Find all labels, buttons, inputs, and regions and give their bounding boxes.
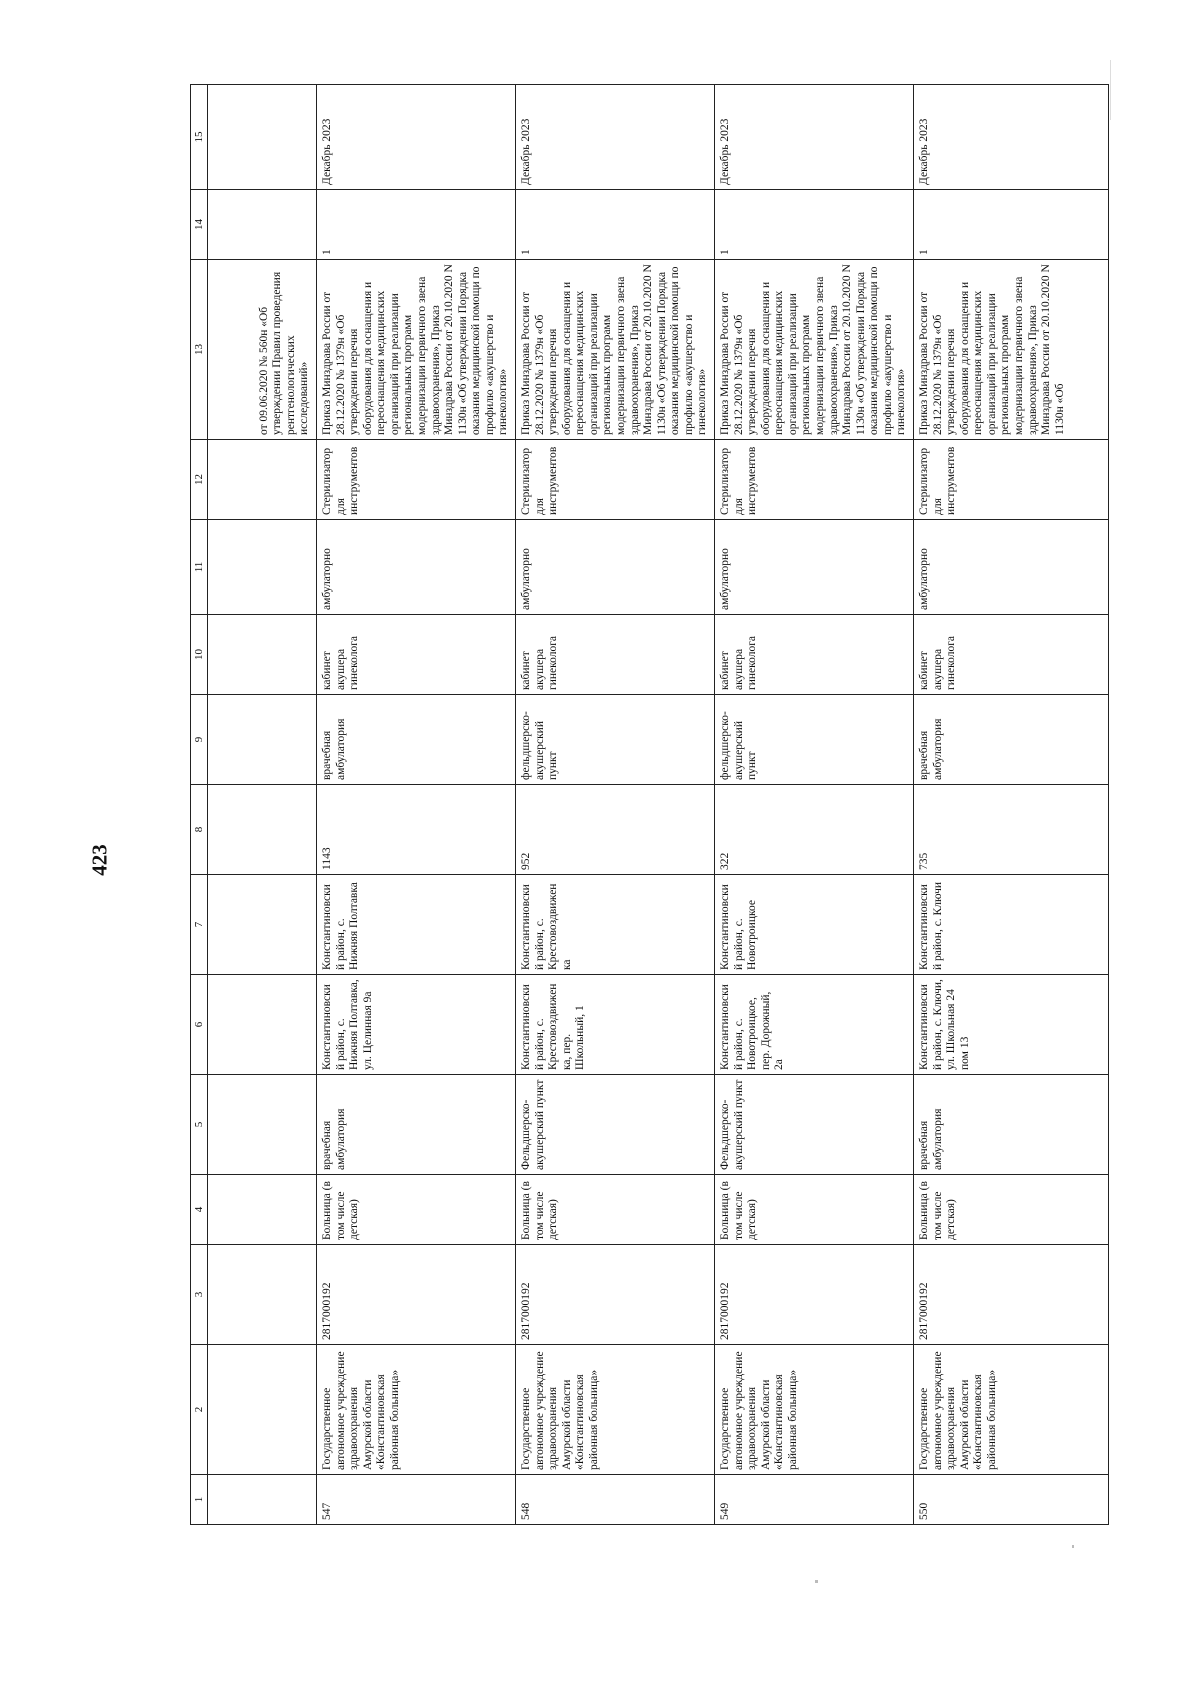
term: Декабрь 2023	[516, 85, 715, 190]
unit-name: врачебная амбулатория	[317, 1075, 516, 1175]
unit-name: врачебная амбулатория	[914, 1075, 1109, 1175]
care-form: амбулаторно	[516, 520, 715, 615]
scan-artifact	[1110, 60, 1111, 120]
row-number: 549	[715, 1475, 914, 1525]
quantity: 1	[516, 190, 715, 260]
facility-type: Больница (в том числе детская)	[914, 1175, 1109, 1245]
population: 322	[715, 785, 914, 875]
inn-code: 2817000192	[914, 1245, 1109, 1345]
inn-code: 2817000192	[317, 1245, 516, 1345]
quantity: 1	[317, 190, 516, 260]
care-form: амбулаторно	[317, 520, 516, 615]
address: Константиновский район, с. Новотроицкое, пер. Дорожный, 2а	[715, 975, 914, 1075]
room: кабинет акушера гинеколога	[914, 615, 1109, 695]
room: кабинет акушера гинеколога	[516, 615, 715, 695]
subunit: врачебная амбулатория	[914, 695, 1109, 785]
legal-basis: Приказ Минздрава России от 28.12.2020 № 1379н «Об утверждении перечня оборудования для оснащения и переоснащения медицинских организаций при реализации региональных программ модернизации первичного звена здравоохранения», Приказ Минздрава России от 20.10.2020 N 1130н «Об	[914, 260, 1109, 440]
locality: Константиновский район, с. Ключи	[914, 875, 1109, 975]
scan-artifact	[1072, 1545, 1074, 1548]
inn-code: 2817000192	[715, 1245, 914, 1345]
column-number: 12	[191, 440, 208, 520]
row-number: 550	[914, 1475, 1109, 1525]
term: Декабрь 2023	[914, 85, 1109, 190]
column-number: 14	[191, 190, 208, 260]
subunit: фельдшерско-акушерский пункт	[516, 695, 715, 785]
column-number: 15	[191, 85, 208, 190]
locality: Константиновский район, с. Новотроицкое	[715, 875, 914, 975]
facility-type: Больница (в том числе детская)	[516, 1175, 715, 1245]
table-row	[715, 85, 914, 1525]
column-number: 10	[191, 615, 208, 695]
column-number-row	[191, 85, 208, 1525]
column-number: 9	[191, 695, 208, 785]
column-number: 7	[191, 875, 208, 975]
care-form: амбулаторно	[914, 520, 1109, 615]
organization-name: Государственное автономное учреждение здравоохранения Амурской области «Константиновская районная больница»	[516, 1345, 715, 1475]
continuation-row	[208, 85, 317, 1525]
table-row	[317, 85, 516, 1525]
address: Константиновский район, с. Крестовоздвиженка, пер. Школьный, 1	[516, 975, 715, 1075]
rotated-table-wrapper	[190, 85, 1090, 1525]
locality: Константиновский район, с. Крестовоздвиженка	[516, 875, 715, 975]
care-form: амбулаторно	[715, 520, 914, 615]
quantity: 1	[914, 190, 1109, 260]
legal-basis: Приказ Минздрава России от 28.12.2020 № 1379н «Об утверждении перечня оборудования для оснащения и переоснащения медицинских организаций при реализации региональных программ модернизации первичного звена здравоохранения», Приказ Минздрава России от 20.10.2020 N 1130н «Об утверждении Порядка оказания медицинской помощи по профилю «акушерство и гинекология»	[715, 260, 914, 440]
quantity: 1	[715, 190, 914, 260]
organization-name: Государственное автономное учреждение здравоохранения Амурской области «Константиновская районная больница»	[715, 1345, 914, 1475]
address: Константиновский район, с. Нижняя Полтавка, ул. Целинная 9а	[317, 975, 516, 1075]
population: 1143	[317, 785, 516, 875]
column-number: 13	[191, 260, 208, 440]
column-number: 3	[191, 1245, 208, 1345]
inn-code: 2817000192	[516, 1245, 715, 1345]
facility-type: Больница (в том числе детская)	[715, 1175, 914, 1245]
column-number: 11	[191, 520, 208, 615]
locality: Константиновский район, с. Нижняя Полтавка	[317, 875, 516, 975]
row-number: 548	[516, 1475, 715, 1525]
address: Константиновский район, с. Ключи, ул. Школьная 24 пом 13	[914, 975, 1109, 1075]
equipment: Стерилизатор для инструментов	[715, 440, 914, 520]
column-number: 8	[191, 785, 208, 875]
organization-name: Государственное автономное учреждение здравоохранения Амурской области «Константиновская районная больница»	[914, 1345, 1109, 1475]
population: 735	[914, 785, 1109, 875]
column-number: 5	[191, 1075, 208, 1175]
equipment: Стерилизатор для инструментов	[914, 440, 1109, 520]
subunit: врачебная амбулатория	[317, 695, 516, 785]
equipment: Стерилизатор для инструментов	[317, 440, 516, 520]
continuation-basis-cell: от 09.06.2020 № 560н «Об утверждении Правил проведения рентгенологических исследований»	[208, 260, 317, 440]
term: Декабрь 2023	[715, 85, 914, 190]
equipment-table	[190, 84, 1109, 1525]
room: кабинет акушера гинеколога	[317, 615, 516, 695]
legal-basis: Приказ Минздрава России от 28.12.2020 № 1379н «Об утверждении перечня оборудования для оснащения и переоснащения медицинских организаций при реализации региональных программ модернизации первичного звена здравоохранения», Приказ Минздрава России от 20.10.2020 N 1130н «Об утверждении Порядка оказания медицинской помощи по профилю «акушерство и гинекология»	[317, 260, 516, 440]
organization-name: Государственное автономное учреждение здравоохранения Амурской области «Константиновская районная больница»	[317, 1345, 516, 1475]
scan-artifact	[815, 1580, 818, 1583]
table-row	[516, 85, 715, 1525]
page-number: 423	[87, 844, 112, 876]
room: кабинет акушера гинеколога	[715, 615, 914, 695]
table-row	[914, 85, 1109, 1525]
term: Декабрь 2023	[317, 85, 516, 190]
subunit: фельдшерско-акушерский пункт	[715, 695, 914, 785]
equipment: Стерилизатор для инструментов	[516, 440, 715, 520]
column-number: 4	[191, 1175, 208, 1245]
row-number: 547	[317, 1475, 516, 1525]
column-number: 6	[191, 975, 208, 1075]
facility-type: Больница (в том числе детская)	[317, 1175, 516, 1245]
unit-name: Фельдшерско-акушерский пункт	[516, 1075, 715, 1175]
column-number: 2	[191, 1345, 208, 1475]
population: 952	[516, 785, 715, 875]
unit-name: Фельдшерско-акушерский пункт	[715, 1075, 914, 1175]
legal-basis: Приказ Минздрава России от 28.12.2020 № 1379н «Об утверждении перечня оборудования для оснащения и переоснащения медицинских организаций при реализации региональных программ модернизации первичного звена здравоохранения», Приказ Минздрава России от 20.10.2020 N 1130н «Об утверждении Порядка оказания медицинской помощи по профилю «акушерство и гинекология»	[516, 260, 715, 440]
column-number: 1	[191, 1475, 208, 1525]
